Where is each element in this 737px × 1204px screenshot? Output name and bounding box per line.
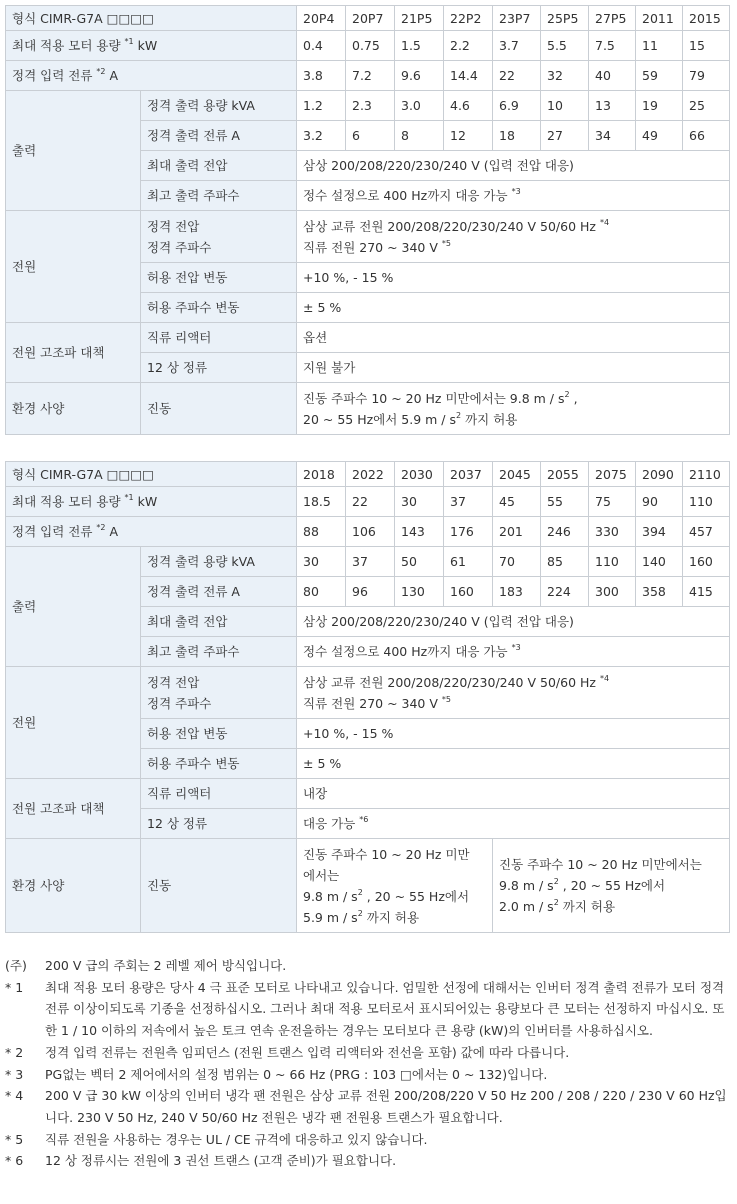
input-current-row [6,61,730,91]
output-current-value: 160 [444,577,493,607]
motor-value: 75 [589,487,636,517]
vibration-value-right: 진동 주파수 10 ~ 20 Hz 미만에서는 9.8 m / $s^2$ , 20 ~ 55 Hz에서 2.0 m / $s^2$ 까지 허용 [493,839,730,933]
output-current-value: 66 [683,121,730,151]
max-voltage-label: 최대 출력 전압 [141,151,297,181]
motor-value: 0.75 [346,31,395,61]
voltage-var-label: 허용 전압 변동 [141,719,297,749]
dc-reactor-row [6,323,730,353]
footnote-ref: *4 [599,217,610,227]
footnote-ref: *4 [599,673,610,683]
footnote-text: 200 V 급 30 kW 이상의 인버터 냉각 팬 전원은 삼상 교류 전원 200/208/220 V 50 Hz 200 / 208 / 220 / 230 V 60 Hz입니다. 230 V 50 Hz, 240 V 50/60 Hz 전원은 냉각 팬 전원용 트랜스가 필요합니다. [45,1088,727,1125]
motor-value: 22 [346,487,395,517]
motor-value: 30 [395,487,444,517]
model-cell: 2055 [541,462,589,487]
freq-var-label: 허용 주파수 변동 [141,749,297,779]
rated-row [6,211,730,263]
model-row [6,462,730,487]
power-group-label: 전원 [6,667,141,779]
vibration-value-cell: 진동 주파수 10 ~ 20 Hz 미만에서는 9.8 m / $s^2$ , 20 ~ 55 Hz에서 5.9 m / $s^2$ 까지 허용 [297,383,730,435]
input-current-value: 88 [297,517,346,547]
rated-label-cell: 정격 전압 정격 주파수 [141,211,297,263]
model-cell: 2110 [683,462,730,487]
output-current-value: 96 [346,577,395,607]
freq-var-value: ± 5 % [297,293,730,323]
input-current-label-cell: 정격 입력 전류 $^{*2}$ A [6,61,297,91]
output-group-label: 출력 [6,547,141,667]
vibration-row [6,383,730,435]
output-capacity-value: 140 [636,547,683,577]
footnote-item [5,1129,729,1151]
footnote-item [5,1150,729,1172]
output-current-value: 8 [395,121,444,151]
motor-value: 110 [683,487,730,517]
footnote-text: 12 상 정류시는 전원에 3 권선 트랜스 (고객 준비)가 필요합니다. [45,1153,397,1169]
footnote-item [5,977,729,1042]
output-current-value: 130 [395,577,444,607]
voltage-var-label: 허용 전압 변동 [141,263,297,293]
footnote-ref: *2 [96,67,106,76]
model-cell: 20P4 [297,6,346,31]
input-current-value: 40 [589,61,636,91]
output-capacity-label: 정격 출력 용량 kVA [141,547,297,577]
env-group-label: 환경 사양 [6,839,141,933]
output-capacity-value: 37 [346,547,395,577]
rectifier-value-cell: 대응 가능 $^{*6}$ [297,809,730,839]
rated-label-cell: 정격 전압 정격 주파수 [141,667,297,719]
input-current-value: 246 [541,517,589,547]
motor-value: 37 [444,487,493,517]
footnote-ref: *1 [124,37,134,46]
motor-label-cell: 최대 적용 모터 용량 $^{*1}$ kW [6,487,297,517]
model-label: 형식 CIMR-G7A □□□□ [6,462,297,487]
output-capacity-value: 61 [444,547,493,577]
output-capacity-value: 85 [541,547,589,577]
input-current-value: 457 [683,517,730,547]
footnote-mark: (주) [5,958,27,973]
harmonic-group-label: 전원 고조파 대책 [6,779,141,839]
motor-label-cell: 최대 적용 모터 용량 $^{*1}$ kW [6,31,297,61]
output-capacity-value: 30 [297,547,346,577]
voltage-var-value: +10 %, - 15 % [297,719,730,749]
vibration-label: 진동 [141,383,297,435]
output-current-value: 415 [683,577,730,607]
motor-row [6,487,730,517]
dc-reactor-value: 내장 [297,779,730,809]
dc-reactor-row [6,779,730,809]
footnotes [5,955,729,1172]
rated-value-cell: 삼상 교류 전원 200/208/220/230/240 V 50/60 Hz $^{*4}$ 직류 전원 270 ~ 340 V $^{*5}$ [297,211,730,263]
footnote-ref: *1 [124,493,134,502]
motor-row [6,31,730,61]
model-cell: 2090 [636,462,683,487]
input-current-value: 79 [683,61,730,91]
input-current-value: 201 [493,517,541,547]
power-group-label: 전원 [6,211,141,323]
model-cell: 22P2 [444,6,493,31]
model-cell: 25P5 [541,6,589,31]
output-capacity-value: 2.3 [346,91,395,121]
footnote-text: PG없는 벡터 2 제어에서의 설정 범위는 0 ~ 66 Hz (PRG : 103 □에서는 0 ~ 132)입니다. [45,1066,548,1082]
output-current-value: 80 [297,577,346,607]
footnote-mark: * 5 [5,1131,24,1147]
input-current-label-cell: 정격 입력 전류 $^{*2}$ A [6,517,297,547]
output-current-value: 6 [346,121,395,151]
footnote-item [5,1042,729,1064]
motor-value: 45 [493,487,541,517]
motor-value: 15 [683,31,730,61]
output-capacity-label: 정격 출력 용량 kVA [141,91,297,121]
output-current-value: 34 [589,121,636,151]
voltage-var-value: +10 %, - 15 % [297,263,730,293]
model-cell: 23P7 [493,6,541,31]
harmonic-group-label: 전원 고조파 대책 [6,323,141,383]
output-capacity-value: 6.9 [493,91,541,121]
input-current-value: 32 [541,61,589,91]
footnote-mark: * 2 [5,1044,24,1060]
model-cell: 2045 [493,462,541,487]
input-current-value: 3.8 [297,61,346,91]
footnote-ref: *3 [511,187,521,196]
max-freq-value-cell: 정수 설정으로 400 Hz까지 대응 가능 $^{*3}$ [297,637,730,667]
footnote-mark: * 1 [5,979,24,995]
output-capacity-value: 1.2 [297,91,346,121]
output-capacity-value: 4.6 [444,91,493,121]
vibration-row [6,839,730,933]
dc-reactor-label: 직류 리액터 [141,323,297,353]
output-capacity-value: 110 [589,547,636,577]
footnote-item [5,1085,729,1128]
model-cell: 2037 [444,462,493,487]
output-current-value: 3.2 [297,121,346,151]
footnote-mark: * 3 [5,1066,24,1082]
max-freq-value-cell: 정수 설정으로 400 Hz까지 대응 가능 $^{*3}$ [297,181,730,211]
output-current-label: 정격 출력 전류 A [141,577,297,607]
output-capacity-value: 3.0 [395,91,444,121]
output-capacity-value: 25 [683,91,730,121]
model-cell: 2022 [346,462,395,487]
input-current-value: 394 [636,517,683,547]
freq-var-value: ± 5 % [297,749,730,779]
spec-table-1 [5,5,730,435]
motor-value: 2.2 [444,31,493,61]
model-cell: 21P5 [395,6,444,31]
output-capacity-value: 19 [636,91,683,121]
footnote-item [5,955,729,977]
input-current-value: 14.4 [444,61,493,91]
motor-value: 90 [636,487,683,517]
motor-value: 0.4 [297,31,346,61]
max-freq-label: 최고 출력 주파수 [141,637,297,667]
output-capacity-value: 50 [395,547,444,577]
footnote-text: 정격 입력 전류는 전원측 임피던스 (전원 트랜스 입력 리액터와 전선을 포함) 값에 따라 다릅니다. [45,1044,570,1060]
input-current-value: 7.2 [346,61,395,91]
output-current-value: 18 [493,121,541,151]
motor-value: 18.5 [297,487,346,517]
input-current-value: 330 [589,517,636,547]
output-current-value: 358 [636,577,683,607]
footnote-text: 직류 전원을 사용하는 경우는 UL / CE 규격에 대응하고 있지 않습니다. [45,1131,428,1147]
max-voltage-value: 삼상 200/208/220/230/240 V (입력 전압 대응) [297,151,730,181]
output-capacity-value: 160 [683,547,730,577]
env-group-label: 환경 사양 [6,383,141,435]
model-cell: 2015 [683,6,730,31]
dc-reactor-label: 직류 리액터 [141,779,297,809]
footnote-mark: * 4 [5,1088,24,1104]
max-freq-label: 최고 출력 주파수 [141,181,297,211]
footnote-ref: *5 [441,694,451,704]
model-cell: 27P5 [589,6,636,31]
motor-value: 3.7 [493,31,541,61]
input-current-value: 22 [493,61,541,91]
output-capacity-row [6,91,730,121]
input-current-value: 59 [636,61,683,91]
footnote-text: 최대 적용 모터 용량은 당사 4 극 표준 모터로 나타내고 있습니다. 엄밀한 선정에 대해서는 인버터 정격 출력 전류가 모터 정격 전류 이상이되도록 기종을 선정하십시오. 그러나 최대 적용 모터로서 표시되어있는 용량보다 큰 모터는 선정하지 마십시오. 또한 1 / 10 이하의 저속에서 높은 토크 연속 운전을하는 경우는 모터보다 큰 용량 (kW)의 인버터를 사용하십시오. [45,979,725,1039]
output-capacity-value: 10 [541,91,589,121]
vibration-value-left: 진동 주파수 10 ~ 20 Hz 미만 에서는 9.8 m / $s^2$ , 20 ~ 55 Hz에서 5.9 m / $s^2$ 까지 허용 [297,839,493,933]
output-capacity-row [6,547,730,577]
output-current-value: 12 [444,121,493,151]
model-cell: 2075 [589,462,636,487]
input-current-value: 9.6 [395,61,444,91]
output-current-value: 224 [541,577,589,607]
footnote-mark: * 6 [5,1153,24,1169]
footnote-ref: *3 [511,643,521,652]
model-cell: 20P7 [346,6,395,31]
output-current-value: 183 [493,577,541,607]
rated-value-cell: 삼상 교류 전원 200/208/220/230/240 V 50/60 Hz $^{*4}$ 직류 전원 270 ~ 340 V $^{*5}$ [297,667,730,719]
output-current-value: 300 [589,577,636,607]
model-cell: 2018 [297,462,346,487]
rectifier-label: 12 상 정류 [141,353,297,383]
max-voltage-label: 최대 출력 전압 [141,607,297,637]
motor-value: 55 [541,487,589,517]
footnote-item [5,1064,729,1086]
output-group-label: 출력 [6,91,141,211]
output-current-value: 49 [636,121,683,151]
footnote-ref: *6 [359,815,369,824]
max-voltage-value: 삼상 200/208/220/230/240 V (입력 전압 대응) [297,607,730,637]
rectifier-value: 지원 불가 [297,353,730,383]
vibration-label: 진동 [141,839,297,933]
input-current-value: 143 [395,517,444,547]
output-capacity-value: 13 [589,91,636,121]
freq-var-label: 허용 주파수 변동 [141,293,297,323]
model-row [6,6,730,31]
model-cell: 2030 [395,462,444,487]
motor-value: 11 [636,31,683,61]
output-current-value: 27 [541,121,589,151]
input-current-value: 176 [444,517,493,547]
model-label: 형식 CIMR-G7A □□□□ [6,6,297,31]
spec-table-2 [5,461,730,933]
input-current-value: 106 [346,517,395,547]
output-current-label: 정격 출력 전류 A [141,121,297,151]
output-capacity-value: 70 [493,547,541,577]
rectifier-label: 12 상 정류 [141,809,297,839]
footnote-text: 200 V 급의 주회는 2 레벨 제어 방식입니다. [45,958,287,973]
footnote-ref: *2 [96,523,106,532]
dc-reactor-value: 옵션 [297,323,730,353]
rated-row [6,667,730,719]
motor-value: 1.5 [395,31,444,61]
motor-value: 5.5 [541,31,589,61]
motor-value: 7.5 [589,31,636,61]
model-cell: 2011 [636,6,683,31]
footnote-ref: *5 [441,238,451,248]
input-current-row [6,517,730,547]
